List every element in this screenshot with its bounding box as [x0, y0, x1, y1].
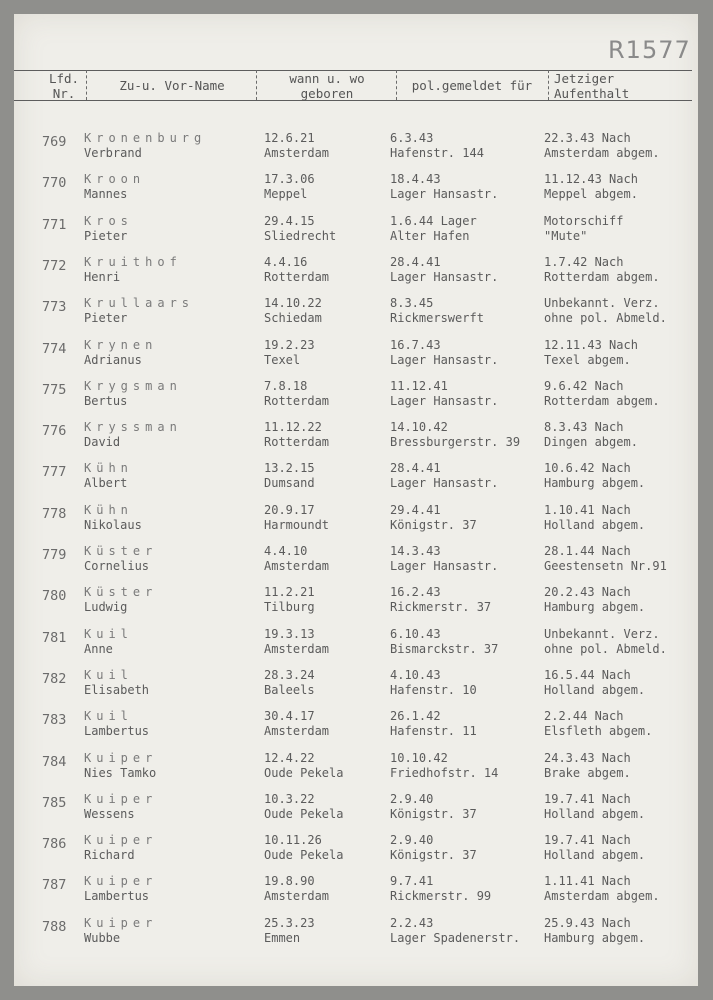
surname: Kuiper: [84, 874, 158, 889]
registered-address: Lager Hansastr.: [390, 559, 499, 573]
surname: Kuiper: [84, 915, 158, 930]
birth-place: Baleels: [264, 682, 315, 697]
birth-place: Schiedam: [264, 311, 322, 326]
registered-date: 14.3.43: [390, 544, 441, 558]
row-number: 781: [42, 629, 67, 646]
table-row: [0, 627, 713, 667]
column-separator: [548, 70, 549, 100]
header-residence-line2: Aufenthalt: [554, 86, 630, 101]
table-row: [0, 214, 713, 254]
registered-address: Rickmerswerft: [390, 311, 484, 326]
row-number: 779: [42, 547, 67, 563]
registered-date: 18.4.43: [390, 172, 441, 187]
birth-place: Amsterdam: [264, 724, 330, 739]
table-row: [0, 751, 713, 791]
residence-line1: 12.11.43 Nach: [544, 337, 638, 352]
first-name: Henri: [84, 269, 121, 284]
residence-line1: 10.6.42 Nach: [544, 461, 631, 476]
residence-line2: Meppel abgem.: [544, 187, 638, 202]
registered-date: 2.2.43: [390, 915, 434, 930]
birth-place: Dumsand: [264, 476, 315, 491]
residence-line1: 8.3.43 Nach: [544, 420, 624, 435]
residence-line2: Amsterdam abgem.: [544, 889, 660, 904]
first-name: Wubbe: [84, 930, 121, 945]
first-name: Richard: [84, 848, 135, 863]
birth-date: 30.4.17: [264, 709, 315, 724]
birth-date: 11.12.22: [264, 420, 322, 435]
residence-line2: Geestensetn Nr.91: [544, 559, 667, 573]
first-name: Anne: [84, 641, 113, 656]
registered-date: 9.7.41: [390, 874, 434, 889]
birth-date: 20.9.17: [264, 502, 315, 517]
table-row: [0, 874, 713, 914]
birth-date: 19.3.13: [264, 626, 315, 641]
registered-address: Alter Hafen: [390, 228, 470, 243]
first-name: Ludwig: [84, 600, 128, 615]
residence-line1: 28.1.44 Nach: [544, 544, 631, 558]
birth-date: 19.8.90: [264, 874, 315, 889]
registered-date: 8.3.45: [390, 296, 434, 311]
birth-date: 14.10.22: [264, 296, 322, 311]
row-number: 785: [42, 794, 67, 811]
residence-line1: 1.7.42 Nach: [544, 254, 624, 269]
residence-line1: 9.6.42 Nach: [544, 378, 624, 393]
row-number: 771: [42, 216, 67, 233]
column-separator: [86, 70, 87, 100]
residence-line2: "Mute": [544, 228, 588, 243]
registered-date: 16.7.43: [390, 337, 441, 352]
registered-date: 2.9.40: [390, 791, 434, 806]
residence-line2: Holland abgem.: [544, 806, 646, 821]
archive-code: R1577: [608, 36, 691, 64]
registered-date: 2.9.40: [390, 833, 434, 848]
registered-date: 6.10.43: [390, 626, 441, 641]
row-number: 775: [42, 381, 67, 398]
table-row: [0, 461, 713, 501]
first-name: Albert: [84, 476, 128, 491]
birth-place: Rotterdam: [264, 269, 330, 284]
birth-place: Rotterdam: [264, 435, 330, 450]
surname: Kuiper: [84, 791, 158, 806]
birth-place: Amsterdam: [264, 146, 330, 160]
row-number: 777: [42, 464, 67, 481]
row-number: 772: [42, 257, 67, 274]
residence-line2: Hamburg abgem.: [544, 476, 646, 491]
first-name: Pieter: [84, 228, 128, 243]
residence-line1: Unbekannt. Verz.: [544, 296, 660, 311]
birth-place: Tilburg: [264, 600, 315, 615]
registered-date: 16.2.43: [390, 585, 441, 600]
birth-place: Oude Pekela: [264, 806, 344, 821]
table-row: [0, 833, 713, 873]
birth-place: Oude Pekela: [264, 765, 344, 780]
registered-date: 26.1.42: [390, 709, 441, 724]
birth-date: 25.3.23: [264, 915, 315, 930]
row-number: 773: [42, 299, 67, 316]
birth-date: 4.4.16: [264, 254, 308, 269]
first-name: Elisabeth: [84, 682, 150, 697]
table-row: [0, 172, 713, 212]
registered-address: Bismarckstr. 37: [390, 641, 499, 656]
surname: Küster: [84, 585, 158, 600]
registered-address: Friedhofstr. 14: [390, 765, 499, 780]
residence-line1: 24.3.43 Nach: [544, 750, 631, 765]
header-nr-line1: Lfd.: [48, 71, 80, 86]
registered-date: 4.10.43: [390, 667, 441, 682]
table-row: [0, 379, 713, 419]
residence-line1: 1.10.41 Nach: [544, 502, 631, 517]
table-row: [0, 296, 713, 336]
row-number: 786: [42, 836, 67, 853]
registered-date: 28.4.41: [390, 461, 441, 476]
residence-line2: Dingen abgem.: [544, 435, 638, 450]
registered-address: Lager Hansastr.: [390, 269, 499, 284]
row-number: 778: [42, 505, 67, 522]
residence-line1: 2.2.44 Nach: [544, 709, 624, 724]
surname: Kuil: [84, 667, 133, 682]
row-number: 782: [42, 670, 67, 687]
header-born-line2: geboren: [300, 86, 354, 101]
registered-date: 28.4.41: [390, 254, 441, 269]
birth-place: Oude Pekela: [264, 848, 344, 863]
header-registered: pol.gemeldet für: [411, 78, 533, 93]
birth-date: 4.4.10: [264, 544, 308, 558]
residence-line2: Hamburg abgem.: [544, 930, 646, 945]
table-row: [0, 668, 713, 708]
residence-line1: 25.9.43 Nach: [544, 915, 631, 930]
birth-place: Amsterdam: [264, 641, 330, 656]
row-number: 788: [42, 918, 67, 935]
residence-line2: Holland abgem.: [544, 848, 646, 863]
registered-date: 1.6.44 Lager: [390, 213, 477, 228]
surname: Kühn: [84, 461, 133, 476]
birth-place: Amsterdam: [264, 559, 330, 573]
first-name: Bertus: [84, 393, 128, 408]
surname: Krynen: [84, 337, 158, 352]
header-residence-line1: Jetziger: [554, 71, 615, 86]
first-name: David: [84, 435, 121, 450]
birth-place: Rotterdam: [264, 393, 330, 408]
birth-date: 12.6.21: [264, 131, 315, 145]
registered-address: Bressburgerstr. 39: [390, 435, 521, 450]
residence-line1: Unbekannt. Verz.: [544, 626, 660, 641]
row-number: 769: [42, 134, 67, 150]
residence-line2: Holland abgem.: [544, 517, 646, 532]
registered-address: Lager Hansastr.: [390, 393, 499, 408]
table-row: [0, 709, 713, 749]
surname: Kuil: [84, 626, 133, 641]
residence-line1: 1.11.41 Nach: [544, 874, 631, 889]
residence-line1: Motorschiff: [544, 213, 624, 228]
residence-line1: 16.5.44 Nach: [544, 667, 631, 682]
surname: Kruithof: [84, 254, 182, 269]
residence-line2: Texel abgem.: [544, 352, 631, 367]
birth-place: Amsterdam: [264, 889, 330, 904]
first-name: Lambertus: [84, 724, 150, 739]
residence-line2: Rotterdam abgem.: [544, 393, 660, 408]
registered-address: Hafenstr. 10: [390, 682, 477, 697]
residence-line2: Holland abgem.: [544, 682, 646, 697]
first-name: Verbrand: [84, 146, 142, 160]
residence-line2: ohne pol. Abmeld.: [544, 311, 667, 326]
registered-date: 29.4.41: [390, 502, 441, 517]
birth-date: 17.3.06: [264, 172, 315, 187]
row-number: 776: [42, 423, 67, 440]
surname: Krullaars: [84, 296, 195, 311]
first-name: Wessens: [84, 806, 135, 821]
table-row: [0, 338, 713, 378]
table-row: [0, 544, 713, 584]
table-row: [0, 792, 713, 832]
birth-place: Meppel: [264, 187, 308, 202]
surname: Kronenburg: [84, 131, 207, 145]
table-row: [0, 255, 713, 295]
row-number: 774: [42, 340, 67, 357]
first-name: Adrianus: [84, 352, 142, 367]
birth-date: 12.4.22: [264, 750, 315, 765]
birth-date: 13.2.15: [264, 461, 315, 476]
registered-date: 14.10.42: [390, 420, 448, 435]
row-number: 787: [42, 877, 67, 894]
birth-place: Emmen: [264, 930, 301, 945]
header-born-line1: wann u. wo: [289, 71, 365, 86]
surname: Kroon: [84, 172, 146, 187]
residence-line1: 22.3.43 Nach: [544, 131, 631, 145]
surname: Kuiper: [84, 833, 158, 848]
residence-line2: Elsfleth abgem.: [544, 724, 653, 739]
residence-line2: Rotterdam abgem.: [544, 269, 660, 284]
registered-address: Lager Hansastr.: [390, 476, 499, 491]
first-name: Mannes: [84, 187, 128, 202]
table-row: [0, 585, 713, 625]
table-row: [0, 916, 713, 956]
surname: Kuiper: [84, 750, 158, 765]
birth-date: 10.3.22: [264, 791, 315, 806]
registered-address: Rickmerstr. 37: [390, 600, 492, 615]
registered-address: Lager Hansastr.: [390, 187, 499, 202]
registered-address: Königstr. 37: [390, 848, 477, 863]
residence-line1: 20.2.43 Nach: [544, 585, 631, 600]
registered-date: 6.3.43: [390, 131, 434, 145]
registered-address: Hafenstr. 11: [390, 724, 477, 739]
residence-line2: Amsterdam abgem.: [544, 146, 660, 160]
surname: Kryssman: [84, 420, 182, 435]
registered-address: Rickmerstr. 99: [390, 889, 492, 904]
birth-place: Texel: [264, 352, 301, 367]
birth-date: 7.8.18: [264, 378, 308, 393]
surname: Kuil: [84, 709, 133, 724]
registered-address: Königstr. 37: [390, 517, 477, 532]
birth-date: 10.11.26: [264, 833, 322, 848]
row-number: 783: [42, 712, 67, 729]
first-name: Pieter: [84, 311, 128, 326]
birth-date: 11.2.21: [264, 585, 315, 600]
registered-address: Lager Spadenerstr.: [390, 930, 521, 945]
header-name: Zu-u. Vor-Name: [119, 78, 225, 93]
row-number: 770: [42, 175, 67, 192]
registered-date: 11.12.41: [390, 378, 448, 393]
row-number: 784: [42, 753, 67, 770]
table-row: [0, 503, 713, 543]
residence-line1: 19.7.41 Nach: [544, 833, 631, 848]
birth-date: 19.2.23: [264, 337, 315, 352]
surname: Kühn: [84, 502, 133, 517]
surname: Kros: [84, 213, 133, 228]
first-name: Lambertus: [84, 889, 150, 904]
registered-address: Königstr. 37: [390, 806, 477, 821]
birth-place: Harmoundt: [264, 517, 330, 532]
first-name: Nies Tamko: [84, 765, 157, 780]
residence-line2: Brake abgem.: [544, 765, 631, 780]
residence-line1: 19.7.41 Nach: [544, 791, 631, 806]
column-separator: [256, 70, 257, 100]
header-nr-line2: Nr.: [52, 86, 76, 101]
first-name: Cornelius: [84, 559, 150, 573]
residence-line1: 11.12.43 Nach: [544, 172, 638, 187]
residence-line2: ohne pol. Abmeld.: [544, 641, 667, 656]
first-name: Nikolaus: [84, 517, 142, 532]
table-row: [0, 131, 713, 171]
birth-date: 28.3.24: [264, 667, 315, 682]
table-row: [0, 420, 713, 460]
birth-place: Sliedrecht: [264, 228, 337, 243]
surname: Krygsman: [84, 378, 182, 393]
registered-date: 10.10.42: [390, 750, 448, 765]
registered-address: Lager Hansastr.: [390, 352, 499, 367]
registered-address: Hafenstr. 144: [390, 146, 484, 160]
surname: Küster: [84, 544, 158, 558]
residence-line2: Hamburg abgem.: [544, 600, 646, 615]
birth-date: 29.4.15: [264, 213, 315, 228]
column-separator: [396, 70, 397, 100]
row-number: 780: [42, 588, 67, 605]
